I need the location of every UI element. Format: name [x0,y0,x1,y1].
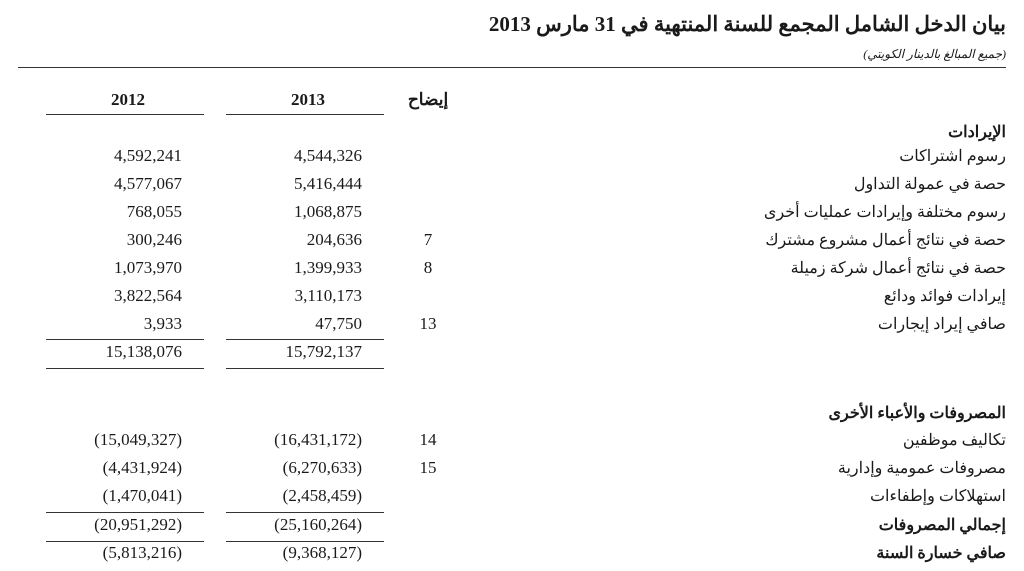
table-row [0,458,1024,486]
net-loss-2013: (9,368,127) [282,543,362,562]
table-row [0,258,1024,286]
value-2013: 47,750 [315,314,362,333]
value-2013: 5,416,444 [294,174,362,193]
subtotal-rule-2013 [226,339,384,340]
statement-title: بيان الدخل الشامل المجمع للسنة المنتهية في 31 مارس 2013 [488,12,1006,36]
row-label: صافي إيراد إيجارات [877,316,1006,333]
row-label: رسوم مختلفة وإيرادات عمليات أخرى [763,204,1006,221]
total-rule-2012 [46,368,204,369]
table-row [0,174,1024,202]
revenue-total-2013: 15,792,137 [285,342,362,361]
net-loss-label: صافي خسارة السنة [876,545,1006,562]
expenses-total-2013: (25,160,264) [274,515,362,534]
col-2013-header-rule [226,114,384,115]
value-2012: 4,592,241 [114,146,182,165]
row-label: مصروفات عمومية وإدارية [837,460,1006,477]
row-label: حصة في نتائج أعمال مشروع مشترك [765,232,1006,249]
subtotal-rule-2012 [46,512,204,513]
value-2013: 1,399,933 [294,258,362,277]
currency-note: (جميع المبالغ بالدينار الكويتي) [863,47,1006,61]
table-row [0,286,1024,314]
row-note: 14 [419,430,437,449]
row-label: تكاليف موظفين [902,432,1006,449]
row-label: إيرادات فوائد ودائع [883,288,1006,305]
revenue-total-row [0,342,1024,370]
table-row [0,430,1024,458]
value-2013: 204,636 [306,230,362,249]
value-2012: (1,470,041) [102,486,182,505]
value-2013: (16,431,172) [274,430,362,449]
value-2012: 1,073,970 [114,258,182,277]
table-row [0,202,1024,230]
value-2012: 3,822,564 [114,286,182,305]
row-note: 15 [419,458,437,477]
table-row [0,314,1024,342]
net-loss-2012: (5,813,216) [102,543,182,562]
value-2013: 3,110,173 [294,286,362,305]
value-2013: (2,458,459) [282,486,362,505]
col-header-2012: 2012 [111,90,145,109]
row-label: حصة في نتائج أعمال شركة زميلة [790,260,1006,277]
value-2012: 300,246 [126,230,182,249]
total-rule-2012 [46,541,204,542]
revenue-heading: الإيرادات [948,124,1006,141]
table-row [0,486,1024,514]
title-divider [18,67,1006,68]
value-2012: 4,577,067 [114,174,182,193]
subtotal-rule-2013 [226,512,384,513]
expenses-heading: المصروفات والأعباء الأخرى [828,405,1006,422]
col-header-note: إيضاح [407,90,449,109]
col-2012-header-rule [46,114,204,115]
value-2012: (15,049,327) [94,430,182,449]
col-header-2013: 2013 [291,90,325,109]
expenses-total-label: إجمالي المصروفات [878,517,1006,534]
revenue-total-2012: 15,138,076 [105,342,182,361]
row-label: رسوم اشتراكات [899,148,1006,165]
expenses-total-row [0,515,1024,543]
expenses-heading-row [0,403,1024,431]
subtotal-rule-2012 [46,339,204,340]
value-2012: (4,431,924) [102,458,182,477]
value-2012: 3,933 [143,314,182,333]
expenses-total-2012: (20,951,292) [94,515,182,534]
value-2013: 4,544,326 [294,146,362,165]
row-note: 13 [419,314,437,333]
row-note: 7 [423,230,433,249]
table-row [0,146,1024,174]
total-rule-2013 [226,368,384,369]
value-2012: 768,055 [126,202,182,221]
value-2013: 1,068,875 [294,202,362,221]
total-rule-2013 [226,541,384,542]
table-row [0,230,1024,258]
net-loss-row [0,543,1024,571]
row-note: 8 [423,258,433,277]
value-2013: (6,270,633) [282,458,362,477]
row-label: استهلاكات وإطفاءات [869,488,1006,505]
row-label: حصة في عمولة التداول [853,176,1006,193]
